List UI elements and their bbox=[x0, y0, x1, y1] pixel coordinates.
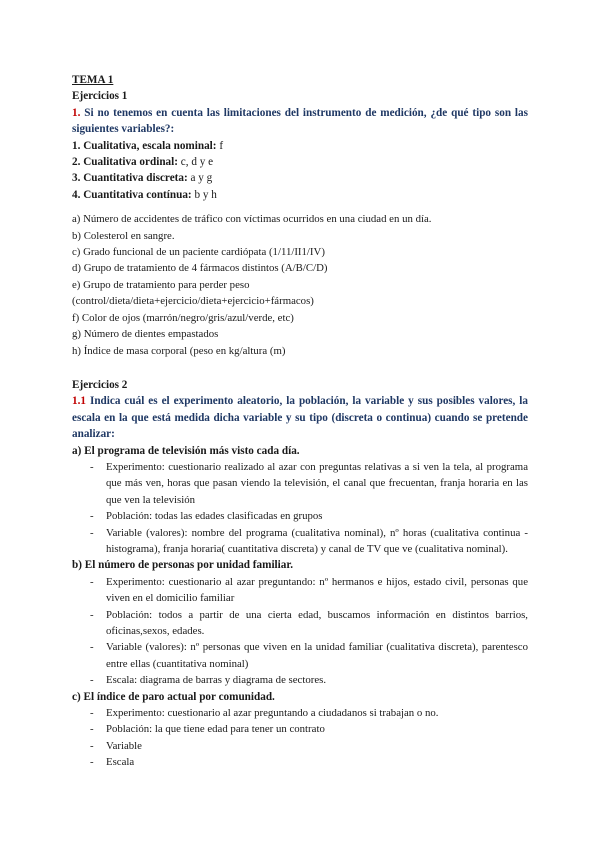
list-item: c) Grado funcional de un paciente cardiópata (1/11/II1/IV) bbox=[72, 246, 325, 259]
list-item: - Experimento: cuestionario realizado al azar con preguntas relativas a si ven la tela, al programa que más ven, horas que pasan viendo la televisión, el canal que frecuentan, franja horaria en las que ven la televisión bbox=[72, 459, 528, 508]
section-c-title: c) El índice de paro actual por comunidad. bbox=[72, 690, 275, 703]
list-item: - Experimento: cuestionario al azar preguntando a ciudadanos si trabajan o no. bbox=[72, 705, 528, 721]
document-content bbox=[72, 72, 528, 771]
section-c-list bbox=[72, 705, 528, 771]
list-item: - Experimento: cuestionario al azar preguntando: nº hermanos e hijos, estado civil, personas que viven en el domicilio familiar bbox=[72, 574, 528, 607]
ej2-question bbox=[72, 393, 528, 442]
list-item: d) Grupo de tratamiento de 4 fármacos distintos (A/B/C/D) bbox=[72, 262, 328, 275]
list-item: (control/dieta/dieta+ejercicio/dieta+ejercicio+fármacos) bbox=[72, 295, 314, 308]
list-item: - Variable (valores): nombre del programa (cualitativa nominal), nº horas (cualitativa continua - histograma), franja horaria( cuantitativa discreta) y canal de TV que ve (cualitativa nominal). bbox=[72, 525, 528, 558]
ej2-question-number: 1.1 bbox=[72, 395, 86, 408]
list-item: - Población: todas las edades clasificadas en grupos bbox=[72, 508, 528, 524]
ejercicios-1-heading: Ejercicios 1 bbox=[72, 90, 128, 103]
list-item: - Variable bbox=[72, 738, 528, 754]
section-b-list bbox=[72, 574, 528, 689]
ej2-question-text: Indica cuál es el experimento aleatorio, la población, la variable y sus posibles valores, la escala en la que está medida dicha variable y su tipo (discreta o continua) cuando se pretende analizar: bbox=[72, 395, 529, 441]
list-item: h) Índice de masa corporal (peso en kg/altura (m) bbox=[72, 344, 286, 357]
ej1-answer-2: 2. Cualitativa ordinal: c, d y e bbox=[72, 156, 214, 169]
section-b-title: b) El número de personas por unidad familiar. bbox=[72, 559, 294, 572]
list-item: - Escala: diagrama de barras y diagrama de sectores. bbox=[72, 672, 528, 688]
list-item: a) Número de accidentes de tráfico con víctimas ocurridos en una ciudad en un día. bbox=[72, 213, 432, 226]
list-item: - Población: la que tiene edad para tener un contrato bbox=[72, 721, 528, 737]
section-a-list bbox=[72, 459, 528, 557]
ejercicios-2-heading: Ejercicios 2 bbox=[72, 378, 128, 391]
list-item: b) Colesterol en sangre. bbox=[72, 229, 175, 242]
ej1-answer-1: 1. Cualitativa, escala nominal: f bbox=[72, 139, 224, 152]
section-a-title: a) El programa de televisión más visto cada día. bbox=[72, 444, 300, 457]
list-item: f) Color de ojos (marrón/negro/gris/azul/verde, etc) bbox=[72, 311, 294, 324]
list-item: g) Número de dientes empastados bbox=[72, 328, 219, 341]
list-item: e) Grupo de tratamiento para perder peso bbox=[72, 278, 250, 291]
ej1-question bbox=[72, 105, 528, 138]
ej1-answer-4: 4. Cuantitativa contínua: b y h bbox=[72, 188, 217, 201]
list-item: - Población: todos a partir de una cierta edad, buscamos información en distintos barrios, oficinas,sexos, edades. bbox=[72, 607, 528, 640]
tema-title: TEMA 1 bbox=[72, 74, 114, 86]
ej1-item-list bbox=[72, 211, 528, 359]
ej1-answer-3: 3. Cuantitativa discreta: a y g bbox=[72, 172, 213, 185]
ej1-question-text: Si no tenemos en cuenta las limitaciones del instrumento de medición, ¿de qué tipo son las siguientes variables?: bbox=[72, 106, 528, 136]
list-item: - Variable (valores): nº personas que viven en la unidad familiar (cualitativa discreta), parentesco entre ellas (cuantitativa nominal) bbox=[72, 639, 528, 672]
ej1-question-number: 1. bbox=[72, 106, 81, 119]
list-item: - Escala bbox=[72, 754, 528, 770]
